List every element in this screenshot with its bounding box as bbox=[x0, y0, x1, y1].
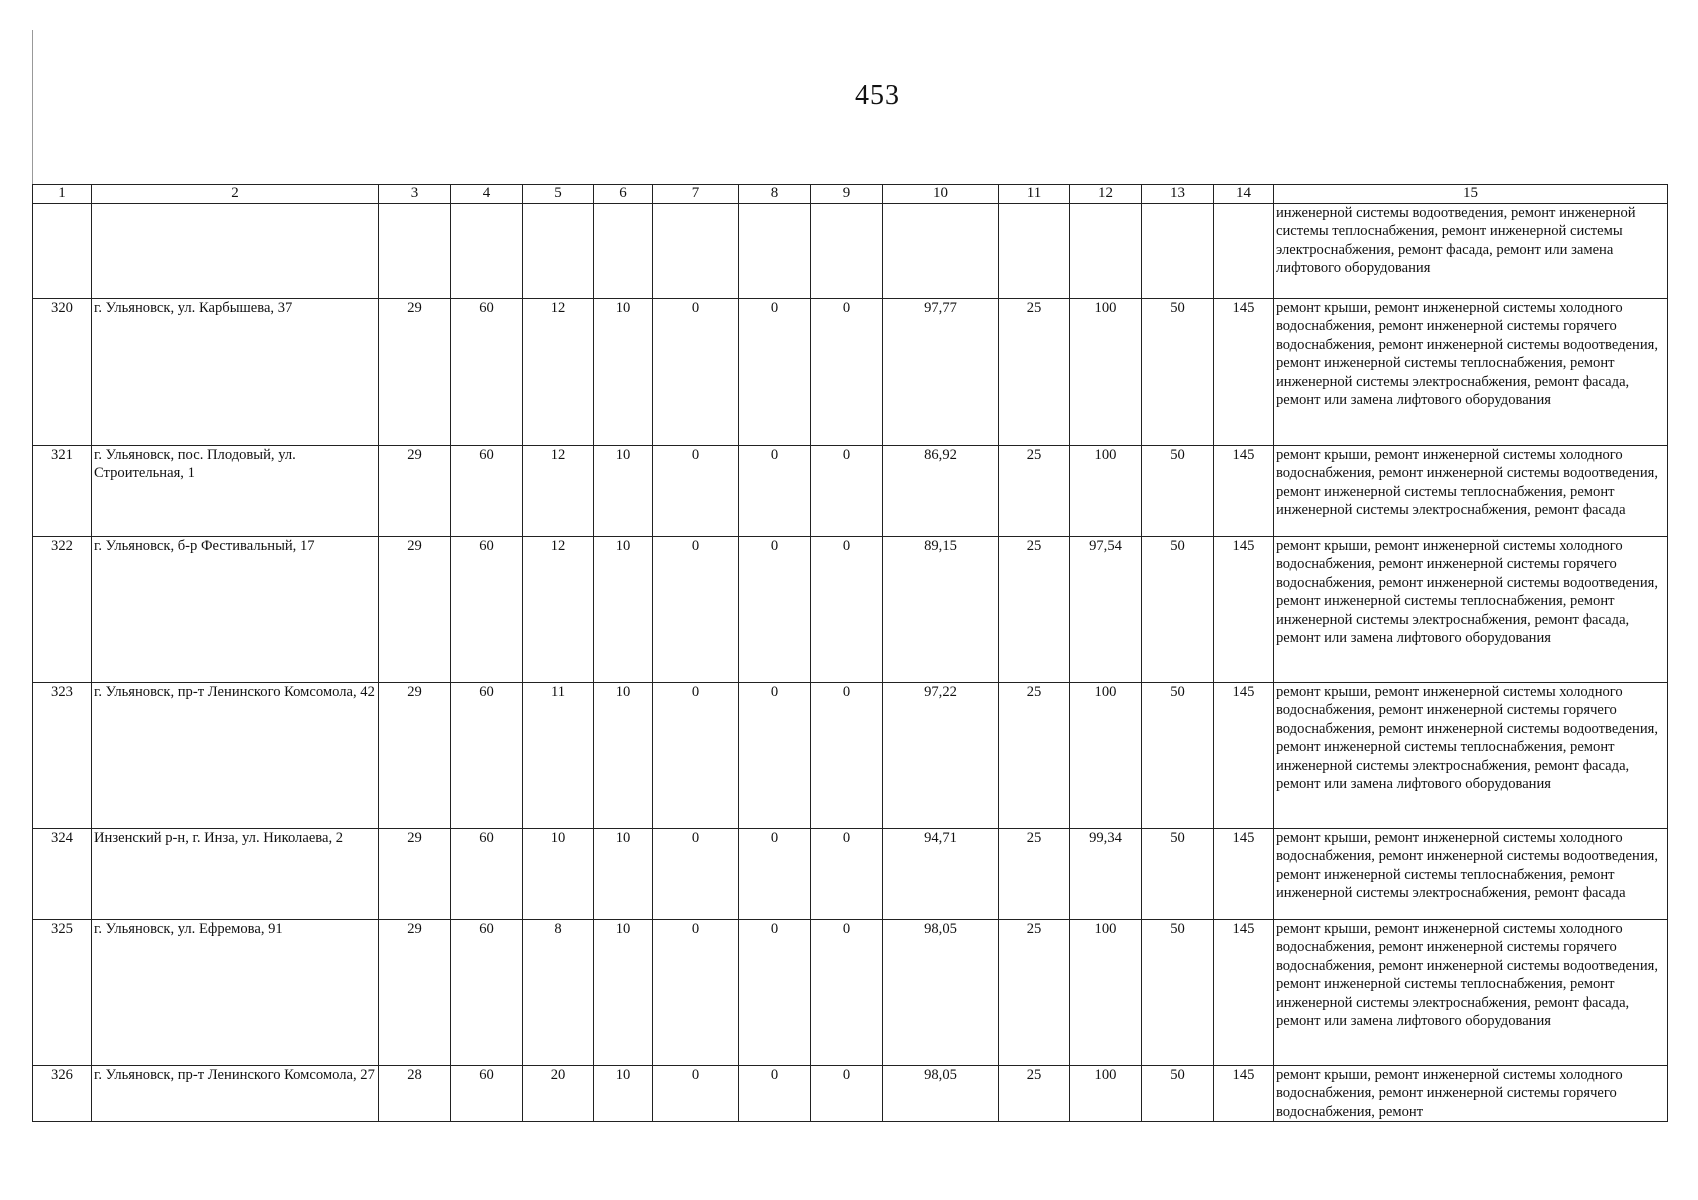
cell-col-8: 0 bbox=[739, 683, 811, 829]
cell-col-13: 50 bbox=[1142, 683, 1214, 829]
cell-col-10: 97,77 bbox=[883, 299, 999, 446]
row-number: 322 bbox=[33, 537, 92, 683]
cell-col-9: 0 bbox=[811, 920, 883, 1066]
cell-col-10: 94,71 bbox=[883, 829, 999, 920]
cell-col-6: 10 bbox=[594, 1066, 653, 1122]
column-header: 12 bbox=[1070, 185, 1142, 204]
cell-col-3: 29 bbox=[379, 829, 451, 920]
cell-col-11: 25 bbox=[999, 1066, 1070, 1122]
table-row bbox=[33, 299, 1668, 446]
cell-col-8: 0 bbox=[739, 829, 811, 920]
work-description: ремонт крыши, ремонт инженерной системы холодного водоснабжения, ремонт инженерной системы горячего водоснабжения, ремонт bbox=[1274, 1066, 1668, 1122]
cell-col-5: 10 bbox=[523, 829, 594, 920]
cell-col-10: 86,92 bbox=[883, 446, 999, 537]
cell-col-14: 145 bbox=[1214, 446, 1274, 537]
work-description: ремонт крыши, ремонт инженерной системы холодного водоснабжения, ремонт инженерной системы горячего водоснабжения, ремонт инженерной системы водоотведения, ремонт инженерной системы теплоснабжения, ремонт инженерной системы электроснабжения, ремонт фасада, ремонт или замена лифтового оборудования bbox=[1274, 537, 1668, 683]
cell-col-10: 98,05 bbox=[883, 1066, 999, 1122]
cell-col-9: 0 bbox=[811, 683, 883, 829]
cell-col-3: 28 bbox=[379, 1066, 451, 1122]
cell-col-9: 0 bbox=[811, 446, 883, 537]
cell-col-14: 145 bbox=[1214, 920, 1274, 1066]
cell-col-9: 0 bbox=[811, 829, 883, 920]
work-description: ремонт крыши, ремонт инженерной системы холодного водоснабжения, ремонт инженерной системы водоотведения, ремонт инженерной системы теплоснабжения, ремонт инженерной системы электроснабжения, ремонт фасада bbox=[1274, 829, 1668, 920]
cell-col-7: 0 bbox=[653, 683, 739, 829]
cell-col-5: 12 bbox=[523, 537, 594, 683]
cell-col-8: 0 bbox=[739, 537, 811, 683]
cell-col-3: 29 bbox=[379, 537, 451, 683]
cell-col-7: 0 bbox=[653, 537, 739, 683]
cell-col-9: 0 bbox=[811, 1066, 883, 1122]
cell-col-13: 50 bbox=[1142, 829, 1214, 920]
cell-col-10: 89,15 bbox=[883, 537, 999, 683]
cell-col-12: 100 bbox=[1070, 299, 1142, 446]
column-header: 7 bbox=[653, 185, 739, 204]
cell-col-12: 100 bbox=[1070, 920, 1142, 1066]
cell-col-13: 50 bbox=[1142, 920, 1214, 1066]
work-description: ремонт крыши, ремонт инженерной системы холодного водоснабжения, ремонт инженерной системы горячего водоснабжения, ремонт инженерной системы водоотведения, ремонт инженерной системы теплоснабжения, ремонт инженерной системы электроснабжения, ремонт фасада, ремонт или замена лифтового оборудования bbox=[1274, 299, 1668, 446]
table-row bbox=[33, 683, 1668, 829]
column-header: 6 bbox=[594, 185, 653, 204]
cell-col-12: 100 bbox=[1070, 1066, 1142, 1122]
address-cell: г. Ульяновск, ул. Карбышева, 37 bbox=[92, 299, 379, 446]
cell-col-7: 0 bbox=[653, 829, 739, 920]
cell-col-5: 20 bbox=[523, 1066, 594, 1122]
cell-col-5: 11 bbox=[523, 683, 594, 829]
cell-col-6: 10 bbox=[594, 537, 653, 683]
column-header: 15 bbox=[1274, 185, 1668, 204]
column-header: 2 bbox=[92, 185, 379, 204]
cell-col-13: 50 bbox=[1142, 537, 1214, 683]
row-number: 324 bbox=[33, 829, 92, 920]
cell-col-7: 0 bbox=[653, 920, 739, 1066]
cell-col-8: 0 bbox=[739, 446, 811, 537]
cell-col-13: 50 bbox=[1142, 299, 1214, 446]
table-row bbox=[33, 829, 1668, 920]
work-description: ремонт крыши, ремонт инженерной системы холодного водоснабжения, ремонт инженерной системы горячего водоснабжения, ремонт инженерной системы водоотведения, ремонт инженерной системы теплоснабжения, ремонт инженерной системы электроснабжения, ремонт фасада, ремонт или замена лифтового оборудования bbox=[1274, 683, 1668, 829]
address-cell: г. Ульяновск, ул. Ефремова, 91 bbox=[92, 920, 379, 1066]
cell-col-4: 60 bbox=[451, 829, 523, 920]
cell-col-4: 60 bbox=[451, 1066, 523, 1122]
cell-col-8: 0 bbox=[739, 1066, 811, 1122]
cell-col-4: 60 bbox=[451, 537, 523, 683]
cell-col-11: 25 bbox=[999, 446, 1070, 537]
cell-col-3: 29 bbox=[379, 446, 451, 537]
cell-col-13: 50 bbox=[1142, 1066, 1214, 1122]
row-number: 323 bbox=[33, 683, 92, 829]
cell-col-6: 10 bbox=[594, 683, 653, 829]
row-number: 320 bbox=[33, 299, 92, 446]
cell-col-11: 25 bbox=[999, 683, 1070, 829]
address-cell: г. Ульяновск, пр-т Ленинского Комсомола, 27 bbox=[92, 1066, 379, 1122]
cell-col-12: 99,34 bbox=[1070, 829, 1142, 920]
cell-col-8: 0 bbox=[739, 299, 811, 446]
column-header: 13 bbox=[1142, 185, 1214, 204]
row-number: 326 bbox=[33, 1066, 92, 1122]
cell-col-7: 0 bbox=[653, 1066, 739, 1122]
cell-col-6: 10 bbox=[594, 829, 653, 920]
table-row bbox=[33, 920, 1668, 1066]
column-header: 3 bbox=[379, 185, 451, 204]
cell-col-11: 25 bbox=[999, 537, 1070, 683]
column-header: 1 bbox=[33, 185, 92, 204]
cell-col-10: 98,05 bbox=[883, 920, 999, 1066]
row-number: 321 bbox=[33, 446, 92, 537]
table-row bbox=[33, 537, 1668, 683]
cell-col-3: 29 bbox=[379, 920, 451, 1066]
address-cell: г. Ульяновск, пр-т Ленинского Комсомола, 42 bbox=[92, 683, 379, 829]
cell-col-5: 8 bbox=[523, 920, 594, 1066]
table-row bbox=[33, 1066, 1668, 1122]
repair-schedule-table bbox=[32, 184, 1668, 1122]
column-header: 9 bbox=[811, 185, 883, 204]
address-cell: г. Ульяновск, б-р Фестивальный, 17 bbox=[92, 537, 379, 683]
work-description: ремонт крыши, ремонт инженерной системы холодного водоснабжения, ремонт инженерной системы водоотведения, ремонт инженерной системы теплоснабжения, ремонт инженерной системы электроснабжения, ремонт фасада bbox=[1274, 446, 1668, 537]
cell-col-11: 25 bbox=[999, 829, 1070, 920]
cell-col-4: 60 bbox=[451, 446, 523, 537]
address-cell: Инзенский р-н, г. Инза, ул. Николаева, 2 bbox=[92, 829, 379, 920]
cell-col-4: 60 bbox=[451, 920, 523, 1066]
cell-col-7: 0 bbox=[653, 299, 739, 446]
column-header: 8 bbox=[739, 185, 811, 204]
table-row bbox=[33, 446, 1668, 537]
row-number: 325 bbox=[33, 920, 92, 1066]
column-header: 11 bbox=[999, 185, 1070, 204]
cell-col-14: 145 bbox=[1214, 829, 1274, 920]
cell-col-8: 0 bbox=[739, 920, 811, 1066]
column-header: 10 bbox=[883, 185, 999, 204]
work-description: инженерной системы водоотведения, ремонт инженерной системы теплоснабжения, ремонт инженерной системы электроснабжения, ремонт фасада, ремонт или замена лифтового оборудования bbox=[1274, 204, 1668, 299]
table-row-continued bbox=[33, 204, 1668, 299]
cell-col-11: 25 bbox=[999, 299, 1070, 446]
margin-rule bbox=[32, 30, 33, 185]
cell-col-14: 145 bbox=[1214, 299, 1274, 446]
cell-col-6: 10 bbox=[594, 446, 653, 537]
cell-col-12: 100 bbox=[1070, 683, 1142, 829]
cell-col-11: 25 bbox=[999, 920, 1070, 1066]
cell-col-10: 97,22 bbox=[883, 683, 999, 829]
cell-col-4: 60 bbox=[451, 683, 523, 829]
work-description: ремонт крыши, ремонт инженерной системы холодного водоснабжения, ремонт инженерной системы горячего водоснабжения, ремонт инженерной системы водоотведения, ремонт инженерной системы теплоснабжения, ремонт инженерной системы электроснабжения, ремонт фасада, ремонт или замена лифтового оборудования bbox=[1274, 920, 1668, 1066]
cell-col-12: 100 bbox=[1070, 446, 1142, 537]
cell-col-14: 145 bbox=[1214, 1066, 1274, 1122]
cell-col-3: 29 bbox=[379, 683, 451, 829]
cell-col-5: 12 bbox=[523, 446, 594, 537]
column-header: 14 bbox=[1214, 185, 1274, 204]
column-header: 5 bbox=[523, 185, 594, 204]
cell-col-9: 0 bbox=[811, 299, 883, 446]
cell-col-7: 0 bbox=[653, 446, 739, 537]
column-header: 4 bbox=[451, 185, 523, 204]
cell-col-6: 10 bbox=[594, 920, 653, 1066]
cell-col-14: 145 bbox=[1214, 537, 1274, 683]
cell-col-13: 50 bbox=[1142, 446, 1214, 537]
cell-col-9: 0 bbox=[811, 537, 883, 683]
page-number: 453 bbox=[855, 80, 900, 111]
cell-col-4: 60 bbox=[451, 299, 523, 446]
cell-col-12: 97,54 bbox=[1070, 537, 1142, 683]
cell-col-3: 29 bbox=[379, 299, 451, 446]
cell-col-6: 10 bbox=[594, 299, 653, 446]
cell-col-5: 12 bbox=[523, 299, 594, 446]
cell-col-14: 145 bbox=[1214, 683, 1274, 829]
address-cell: г. Ульяновск, пос. Плодовый, ул. Строительная, 1 bbox=[92, 446, 379, 537]
column-number-row bbox=[33, 185, 1668, 204]
